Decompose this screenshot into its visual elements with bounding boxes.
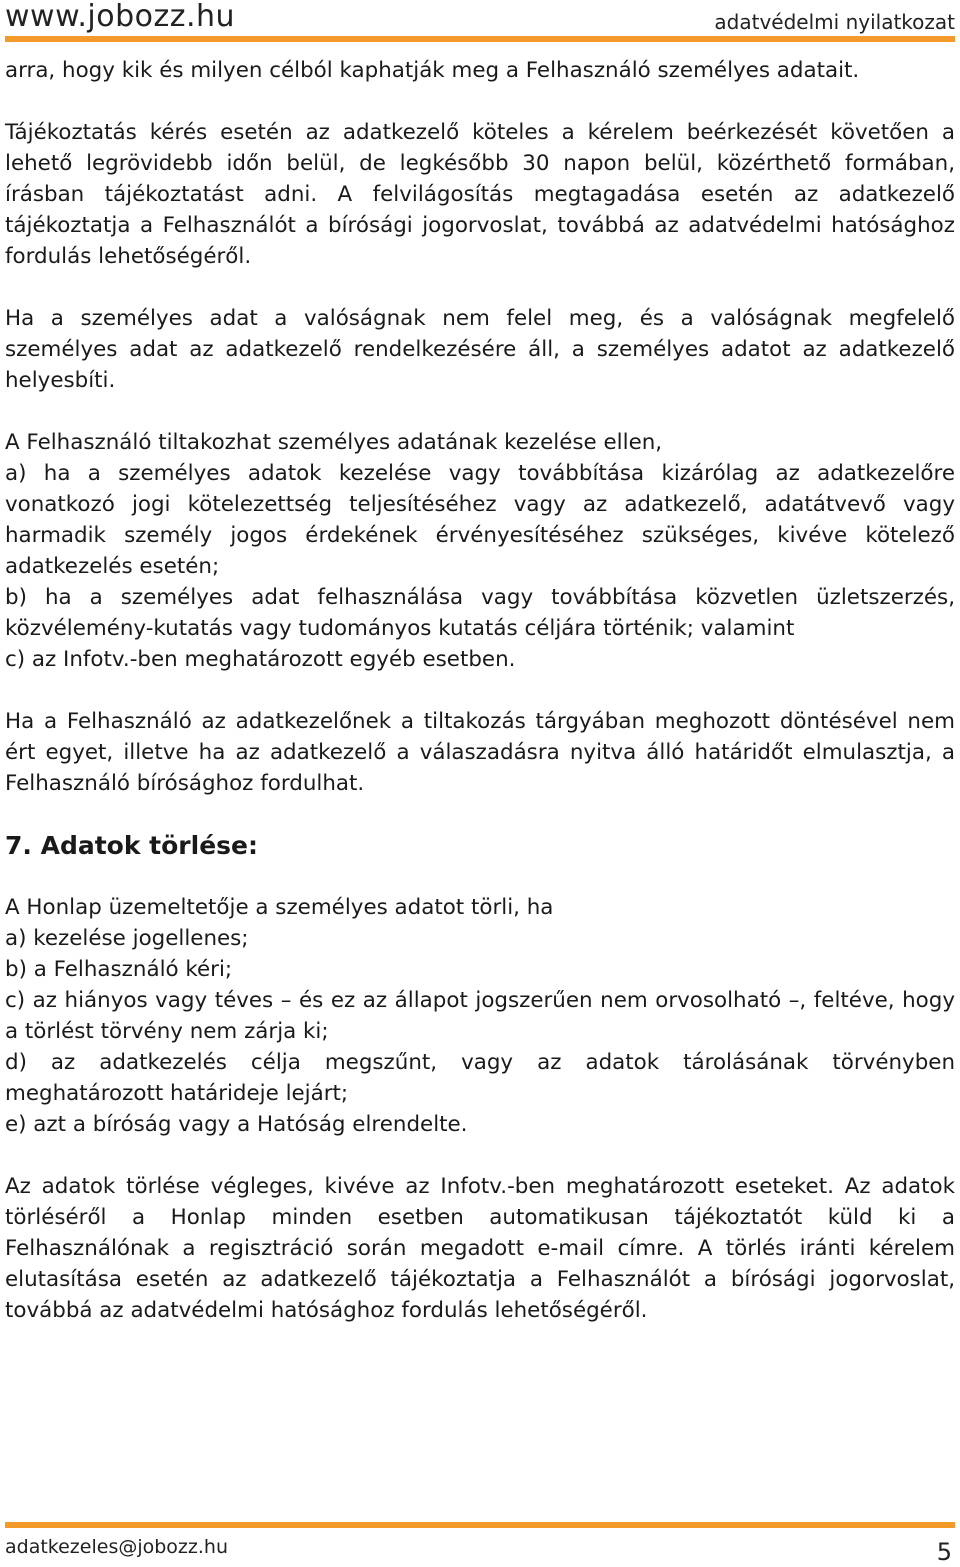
page-header xyxy=(5,0,955,40)
list-item: a) kezelése jogellenes; xyxy=(5,926,249,951)
footer-email-link[interactable]: adatkezeles@jobozz.hu xyxy=(5,1536,228,1558)
document-body xyxy=(5,55,955,1326)
list-item: e) azt a bíróság vagy a Hatóság elrendelte. xyxy=(5,1112,468,1137)
list-item: d) az adatkezelés célja megszűnt, vagy az adatok tárolásának törvényben meghatározott határideje lejárt; xyxy=(5,1050,955,1106)
paragraph: arra, hogy kik és milyen célból kaphatják meg a Felhasználó személyes adatait. xyxy=(5,58,860,83)
footer-rule xyxy=(5,1522,955,1528)
paragraph: Az adatok törlése végleges, kivéve az Infotv.-ben meghatározott eseteket. Az adatok törléséről a Honlap minden esetben automatikusan tájékoztatót küld ki a Felhasználónak a regisztráció során megadott e-mail címre. A törlés iránti kérelem elutasítása esetén az adatkezelő tájékoztatja a Felhasználót a bírósági jogorvoslat, továbbá az adatvédelmi hatósághoz fordulás lehetőségéről. xyxy=(5,1174,955,1323)
paragraph: A Honlap üzemeltetője a személyes adatot törli, ha xyxy=(5,895,554,920)
list-item: c) az hiányos vagy téves – és ez az állapot jogszerűen nem orvosolható –, feltéve, hogy a törlést törvény nem zárja ki; xyxy=(5,988,955,1044)
list-item: c) az Infotv.-ben meghatározott egyéb esetben. xyxy=(5,647,516,672)
paragraph: Ha a személyes adat a valóságnak nem felel meg, és a valóságnak megfelelő személyes adat az adatkezelő rendelkezésére áll, a személyes adatot az adatkezelő helyesbíti. xyxy=(5,306,955,393)
list-item: b) a Felhasználó kéri; xyxy=(5,957,233,982)
list-item: a) ha a személyes adatok kezelése vagy továbbítása kizárólag az adatkezelőre vonatkozó jogi kötelezettség teljesítéséhez vagy az adatkezelő, adatátvevő vagy harmadik személy jogos érdekének érvényesítéséhez szükséges, kivéve kötelező adatkezelés esetén; xyxy=(5,461,955,579)
page-number: 5 xyxy=(936,1538,952,1566)
paragraph: Ha a Felhasználó az adatkezelőnek a tiltakozás tárgyában meghozott döntésével nem ért egyet, illetve ha az adatkezelő a válaszadásra nyitva álló határidőt elmulasztja, a Felhasználó bírósághoz fordulhat. xyxy=(5,709,955,796)
site-url[interactable]: www.jobozz.hu xyxy=(5,0,236,34)
list-item: b) ha a személyes adat felhasználása vagy továbbítása közvetlen üzletszerzés, közvélemény-kutatás vagy tudományos kutatás céljára történik; valamint xyxy=(5,585,955,641)
paragraph: Tájékoztatás kérés esetén az adatkezelő köteles a kérelem beérkezését követően a lehető legrövidebb időn belül, de legkésőbb 30 napon belül, közérthető formában, írásban tájékoztatást adni. A felvilágosítás megtagadása esetén az adatkezelő tájékoztatja a Felhasználót a bírósági jogorvoslat, továbbá az adatvédelmi hatósághoz fordulás lehetőségéről. xyxy=(5,120,955,269)
header-rule xyxy=(5,36,955,42)
section-heading: 7. Adatok törlése: xyxy=(5,831,258,860)
paragraph: A Felhasználó tiltakozhat személyes adatának kezelése ellen, xyxy=(5,430,663,455)
document-title: adatvédelmi nyilatkozat xyxy=(714,10,955,34)
